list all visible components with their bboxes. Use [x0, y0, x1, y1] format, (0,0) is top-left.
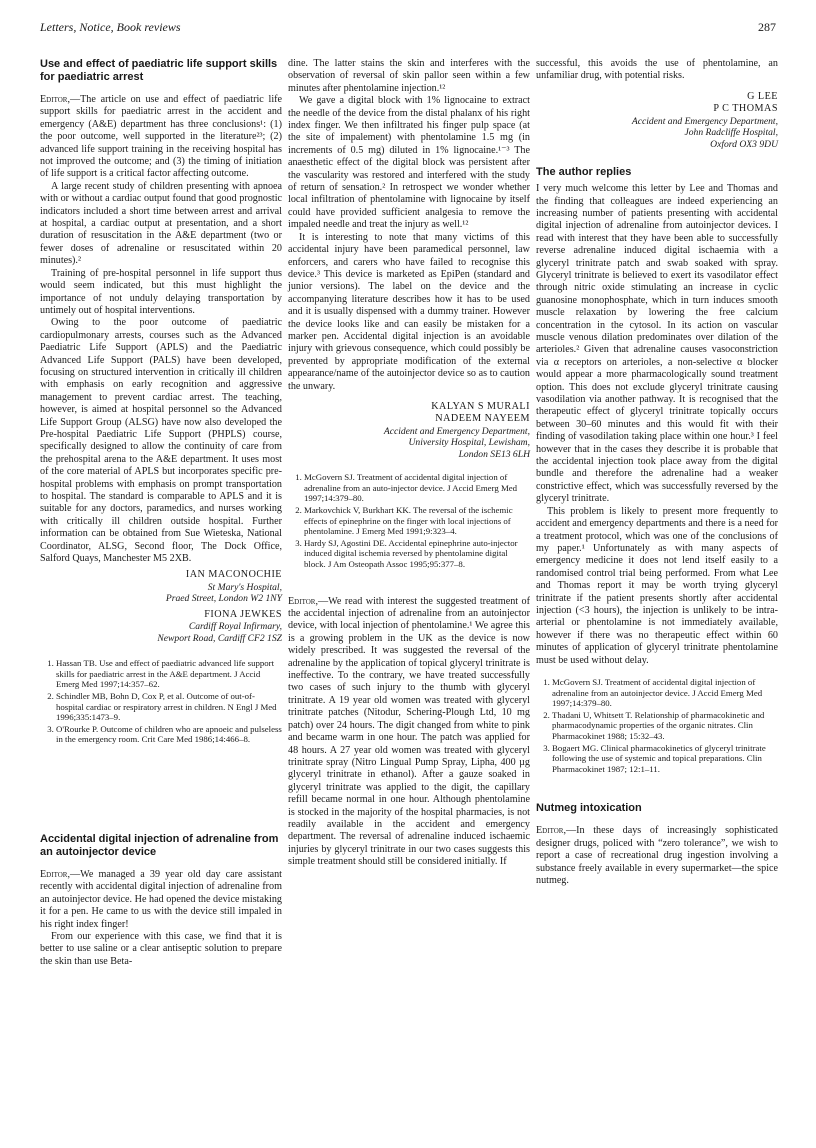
author-affiliation: Accident and Emergency Department,	[631, 115, 778, 127]
paragraph: It is interesting to note that many victims of this accidental injury have been paramedical personnel, law enforcers, and carers who have failed to recognise this device.³ This device is marketed as EpiPen (standard and junior versions). The label on the device and the accompanying literature describes how it has to be used and it is usually dispensed with a dummy trainer. However the device looks like and can easily be mistaken for a marker pen. Accidental digital injection is an avoidable injury with grievous consequence, which could possibly be prevented by appropriate modification of the external appearance/name of the autoinjector device so as to caution the unwary.	[288, 231, 530, 392]
running-header	[40, 20, 776, 40]
paragraph: dine. The latter stains the skin and interferes with the observation of reversal of skin pallor seen within a few minutes after phentolamine injection.¹²	[288, 58, 530, 94]
signature-block	[288, 401, 530, 460]
reference-item: 1. McGovern SJ. Treatment of accidental digital injection of adrenaline from an auto-injector device. J Accid Emerg Med 1997;14:379–80.	[304, 472, 530, 504]
paragraph: Editor,—In these days of increasingly sophisticated designer drugs, policed with “zero tolerance”, we wish to report a case of recreational drug ingestion involving a substance freely available in every supermarket—the spice nutmeg.	[536, 825, 778, 886]
reference-item: 3. O'Rourke P. Outcome of children who are apnoeic and pulseless in the emergency room. Crit Care Med 1986;14:466–8.	[56, 724, 282, 745]
page-number: 287	[758, 20, 776, 34]
editor-salutation: Editor,	[536, 825, 566, 837]
author-affiliation: Oxford OX3 9DU	[710, 138, 778, 150]
paragraph: I very much welcome this letter by Lee and Thomas and the finding that colleagues are indeed experiencing an increasing number of patients presenting with accidental digital injection of adrenaline from autoinjector devices. I read with interest that they have been able to successfully reverse adrenaline induced digital ischaemia with a glyceryl trinitrate patch and swab soaked with spray. Glyceryl trinitrate is believed to exert its vasodilator effect through nitric oxide stimulating an increase in cyclic guanosine monophosphate, which in turn induces smooth muscle relaxation by lowering the free calcium concentration in the cytosol. In its action on vascular muscle venous dilation predominates over dilation of the arterioles.² Given that adrenaline causes vasoconstriction via α receptors on arterioles, a non-selective α blocker would appear a more pharmacologically sound treatment option. This does not exclude glyceryl trinitrate causing vasodilation via another pathway. It is recognised that the therapeutic effect of glyceryl trinitrate topically occurs between 30–60 minutes and this would fit with their finding of vasodilation taking place within one hour.³ I feel however that in the cases they describe it is probable that the accidental injection took place away from the digital bundle and therefore the adrenaline had a weaker constrictive effect, which was successfully reversed by the glyceryl trinitrate.	[536, 183, 778, 505]
author-affiliation: John Radcliffe Hospital,	[684, 127, 778, 139]
author-affiliation: London SE13 6LH	[458, 448, 530, 460]
paragraph: successful, this avoids the use of phentolamine, an unfamiliar drug, with potential risks.	[536, 58, 778, 82]
letter-title: Use and effect of paediatric life support skills for paediatric arrest	[40, 58, 278, 83]
author-name: G LEE	[747, 90, 778, 102]
reference-item: 2. Markovchick V, Burkhart KK. The reversal of the ischemic effects of epinephrine on the finger with local injections of phentolamine. J Emerg Med 1991;9:323–4.	[304, 505, 530, 537]
paragraph: A large recent study of children presenting with apnoea with or without a cardiac output found that good prognostic indicators included a short time between arrest and arrival at hospital, a cardiac output at presentation, and a short duration of resuscitation in the A&E department (two or fewer doses of adrenaline or resuscitated within 20 minutes).²	[40, 180, 282, 267]
reference-list	[40, 658, 282, 745]
author-name: FIONA JEWKES	[204, 608, 282, 620]
reference-list	[536, 677, 778, 774]
column-1	[40, 58, 282, 968]
editor-salutation: Editor,	[40, 94, 70, 105]
letter-title: The author replies	[536, 166, 632, 179]
author-affiliation: Newport Road, Cardiff CF2 1SZ	[157, 632, 282, 644]
author-affiliation: Cardiff Royal Infirmary,	[188, 621, 282, 633]
column-3	[536, 58, 778, 887]
author-name: KALYAN S MURALI	[431, 400, 530, 412]
paragraph: Training of pre-hospital personnel in life support thus would seem indicated, but this must highlight the importance of not unduly delaying transportation by untimely out of hospital interventions.	[40, 267, 282, 316]
paragraph: We gave a digital block with 1% lignocaine to extract the needle of the device from the distal phalanx of his right index finger. We then infiltrated his finger pulp space (at the site of impalement) with phentolamine 1.5 mg (in increments of 0.5 mg) diluted in 1% lignocaine.¹⁻³ The anaesthetic effect of the digital block was persistent after the vascularity was restored and interfered with the study of return of sensation.² In retrospect we wonder whether local infiltration of phentolamine with lignocaine by itself could have provided sufficient analgesia to remove the impaled needle and treat the injury as well.¹²	[288, 95, 530, 231]
author-affiliation: Praed Street, London W2 1NY	[165, 593, 282, 605]
author-name: NADEEM NAYEEM	[435, 413, 530, 425]
paragraph: From our experience with this case, we find that it is better to use saline or a clear antiseptic solution to prepare the skin than use Beta-	[40, 931, 282, 967]
reference-item: 2. Schindler MB, Bohn D, Cox P, et al. Outcome of out-of-hospital cardiac or respiratory arrest in children. N Engl J Med 1996;335:1473–9.	[56, 691, 282, 723]
paragraph: This problem is likely to present more frequently to accident and emergency departments and there is a need for a treatment protocol, which was one of the conclusions of my paper.¹ Unfortunately as with many aspects of emergency medicine it does not lend itself easily to a randomised control trial being performed. From what Lee and Thomas report it may be worth trying glyceryl trinitrate if the patient presents shortly after accidental injection (<3 hours), the injection is unlikely to be intra-arterial or phentolamine is not immediately available, however if there was no therapeutic effect within 60 minutes of application of glyceryl trinitrate phentolamine must be used without delay.	[536, 505, 778, 666]
signature-block	[536, 91, 778, 150]
author-name: IAN MACONOCHIE	[185, 569, 282, 581]
reference-item: 1. McGovern SJ. Treatment of accidental digital injection of adrenaline from an autoinjector device. J Accid Emerg Med 1997;14:379–80.	[552, 677, 778, 709]
section-title: Letters, Notice, Book reviews	[40, 20, 181, 34]
column-2	[288, 58, 530, 869]
letter-title: Nutmeg intoxication	[536, 802, 642, 815]
author-name: P C THOMAS	[713, 103, 778, 115]
author-affiliation: Accident and Emergency Department,	[383, 425, 530, 437]
author-affiliation: St Mary's Hospital,	[207, 581, 282, 593]
reference-list	[288, 472, 530, 569]
paragraph: Editor,—The article on use and effect of paediatric life support skills for paediatric arrest in the accident and emergency (A&E) department has three conclusions¹: (1) the poor outcome, well supported in the literature²³; (2) advanced life support training in the receiving hospital has not improved the outcome; and (3) the timing of initiation of life support is a critical factor affecting outcome.	[40, 94, 282, 180]
letter-title: Accidental digital injection of adrenaline from an autoinjector device	[40, 833, 279, 858]
paragraph: Owing to the poor outcome of paediatric cardiopulmonary arrests, courses such as the Advanced Paediatric Life Support (APLS) and the Paediatric Advanced Life Support (PALS) have been developed, focusing on structured intervention in critically ill children with emphasis on early recognition and aggressive management to prevent cardiac arrest. The teaching, however, is aimed at hospital personnel so the Advanced Life Support Group (ALSG) have now also developed the Pre-hospital Paediatric Life Support (PHPLS) course, specifically designed to allow the continuity of care from the prehospital arena to the A&E department. It uses most of the core material of APLS but incorporates specific pre-hospital problems with emphasis on prompt transportation to hospital. The standard is comparable to APLS and it is suitable for any doctors, paramedics, and nurses working with critically ill children outside hospital. Further information can be obtained from Sue Wieteska, National Coordinator, ALSG, Second floor, The Dock Office, Salford Quays, Manchester M5 2XB.	[40, 317, 282, 565]
paragraph: Editor,—We managed a 39 year old day care assistant recently with accidental digital injection of adrenaline from an autoinjector device. He had opened the device mistaking it for a pen. He came to us with the device still impaled in his right index finger!	[40, 869, 282, 930]
editor-salutation: Editor,	[40, 869, 70, 880]
editor-salutation: Editor,	[288, 595, 318, 607]
reference-item: 3. Bogaert MG. Clinical pharmacokinetics of glyceryl trinitrate following the use of systemic and topical preparations. Clin Pharmacokinet 1987; 12:1–11.	[552, 743, 778, 775]
reference-item: 1. Hassan TB. Use and effect of paediatric advanced life support skills for paediatric arrest in the A&E department. J Accid Emerg Med 1997;14:357–62.	[56, 658, 282, 690]
reference-item: 3. Hardy SJ, Agostini DE. Accidental epinephrine auto-injector induced digital ischemia reversed by phentolamine digital block. J Am Osteopath Assoc 1995;95:377–8.	[304, 538, 530, 570]
reference-item: 2. Thadani U, Whitsett T. Relationship of pharmacokinetic and pharmacodynamic properties of the organic nitrates. Clin Pharmacokinet 1988; 15:32–43.	[552, 710, 778, 742]
author-affiliation: University Hospital, Lewisham,	[408, 437, 530, 449]
paragraph: Editor,—We read with interest the suggested treatment of the accidental injection of adrenaline from an autoinjector device, with local injection of phentolamine.¹ We agree this is a growing problem in the UK as the device is now widely prescribed. It was suggested the reversal of the adrenaline by the application of topical glyceryl trinitrate is ineffective. To the contrary, we have treated successfully two cases of such injury to the thumb with glyceryl trinitrate. A 19 year old women was treated with glyceryl trinitrate patches (Nitodur, Schering-Plough Ltd, 10 mg patch) over 24 hours. The digit changed from white to pink and became warm in one hour. The patch was applied for 48 hours. A 27 year old women was treated with glyceryl trinitrate spray (Nitro Lingual Pump Spray, Lipha, 400 µg glyceryl trinitrate in ethanol). After a gauze soaked in glyceryl trinitrate was applied to the digit, the capillary refill became normal in one hour. Although phentolamine is stocked in the majority of the hospital pharmacies, is not readily available in the accident and emergency department. The reversal of adrenaline induced ischaemic injuries by glyceryl trinitrate in our two cases suggests this simple treatment should still be considered initially. If	[288, 595, 530, 868]
signature-block	[40, 569, 282, 644]
